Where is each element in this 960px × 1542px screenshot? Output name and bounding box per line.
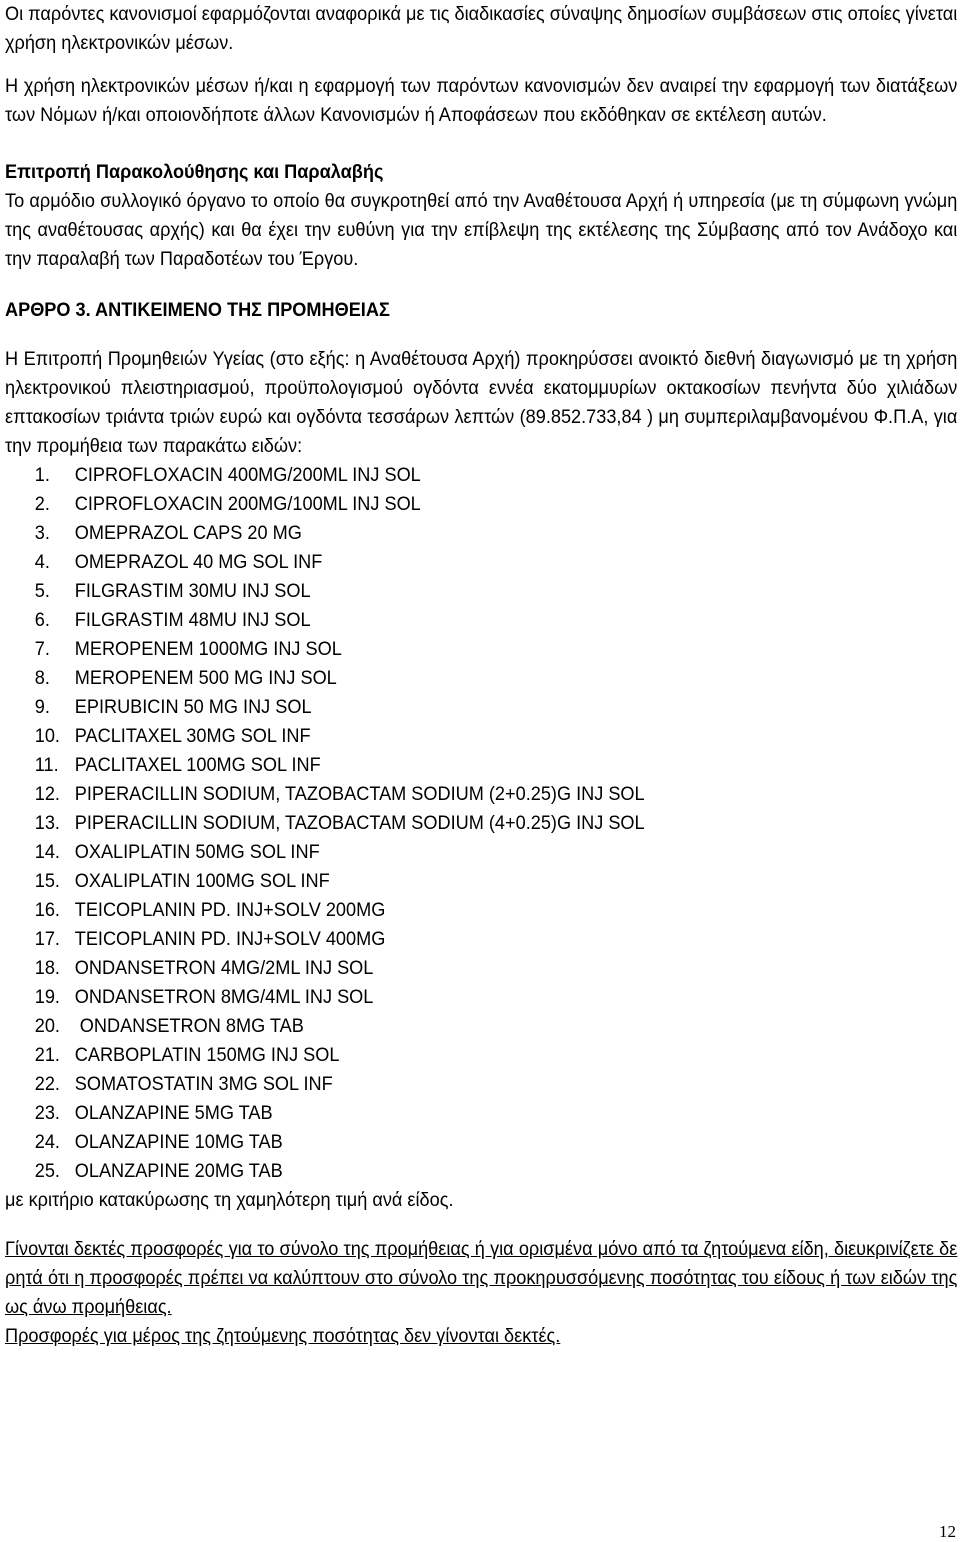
list-item-number: 25. xyxy=(34,1160,60,1182)
list-item xyxy=(5,722,890,751)
list-item-text: CARBOPLATIN 150MG INJ SOL xyxy=(74,1044,340,1066)
list-item xyxy=(5,606,890,635)
list-item xyxy=(5,896,890,925)
list-item-number: 22. xyxy=(34,1073,60,1095)
list-item-text: PACLITAXEL 30MG SOL INF xyxy=(74,725,311,747)
list-item-text: MEROPENEM 1000MG INJ SOL xyxy=(74,638,342,660)
list-item xyxy=(5,954,890,983)
paragraph-scope: Οι παρόντες κανονισμοί εφαρμόζονται αναφορικά με τις διαδικασίες σύναψης δημοσίων συμβάσεων στις οποίες γίνεται χρήση ηλεκτρονικών μέσων. xyxy=(5,3,958,54)
list-item-text: PIPERACILLIN SODIUM, TAZOBACTAM SODIUM (4+0.25)G INJ SOL xyxy=(74,812,645,834)
list-item-text: OLANZAPINE 20MG TAB xyxy=(74,1160,283,1182)
list-item-text: OMEPRAZOL 40 MG SOL INF xyxy=(74,551,323,573)
paragraph-legal-precedence: Η χρήση ηλεκτρονικών μέσων ή/και η εφαρμογή των παρόντων κανονισμών δεν αναιρεί την εφαρμογή των διατάξεων των Νόμων ή/και οποιονδήποτε άλλων Κανονισμών ή Αποφάσεων που εκδόθηκαν σε εκτέλεση αυτών. xyxy=(5,75,958,126)
list-item-number: 18. xyxy=(34,957,60,979)
list-item-number: 24. xyxy=(34,1131,60,1153)
list-item-number: 2. xyxy=(34,493,50,515)
list-item-number: 16. xyxy=(34,899,60,921)
list-item-text: FILGRASTIM 48MU INJ SOL xyxy=(74,609,311,631)
list-item-text: CIPROFLOXACIN 400MG/200ML INJ SOL xyxy=(74,464,421,486)
list-item-number: 19. xyxy=(34,986,60,1008)
list-item-number: 10. xyxy=(34,725,60,747)
list-item-number: 6. xyxy=(34,609,50,631)
list-item-text: OXALIPLATIN 100MG SOL INF xyxy=(74,870,330,892)
list-item-text: TEICOPLANIN PD. INJ+SOLV 200MG xyxy=(74,899,386,921)
document-page xyxy=(5,0,957,1351)
list-item-number: 12. xyxy=(34,783,60,805)
list-item-number: 5. xyxy=(34,580,50,602)
list-item-number: 15. xyxy=(34,870,60,892)
list-item-text: MEROPENEM 500 MG INJ SOL xyxy=(74,667,337,689)
list-item xyxy=(5,838,890,867)
list-item-text: OXALIPLATIN 50MG SOL INF xyxy=(74,841,320,863)
items-list xyxy=(5,461,957,1186)
list-item-number: 7. xyxy=(34,638,50,660)
list-item xyxy=(5,1099,890,1128)
list-item-number: 9. xyxy=(34,696,50,718)
list-item-text: ONDANSETRON 4MG/2ML INJ SOL xyxy=(74,957,374,979)
list-item-text: ONDANSETRON 8MG TAB xyxy=(74,1015,304,1037)
list-item xyxy=(5,1070,890,1099)
committee-heading: Επιτροπή Παρακολούθησης και Παραλαβής xyxy=(5,161,384,183)
list-item-number: 21. xyxy=(34,1044,60,1066)
list-item xyxy=(5,1012,890,1041)
list-item xyxy=(5,1128,890,1157)
list-item-number: 1. xyxy=(34,464,50,486)
list-item-text: TEICOPLANIN PD. INJ+SOLV 400MG xyxy=(74,928,386,950)
list-item xyxy=(5,490,890,519)
article-3-heading: ΑΡΘΡΟ 3. ΑΝΤΙΚΕΙΜΕΝΟ ΤΗΣ ΠΡΟΜΗΘΕΙΑΣ xyxy=(5,299,390,321)
list-item xyxy=(5,983,890,1012)
list-item-number: 8. xyxy=(34,667,50,689)
list-item-text: OMEPRAZOL CAPS 20 MG xyxy=(74,522,302,544)
award-criterion: με κριτήριο κατακύρωσης τη χαμηλότερη τιμή ανά είδος. xyxy=(5,1189,454,1211)
list-item-text: SOMATOSTATIN 3MG SOL INF xyxy=(74,1073,333,1095)
list-item-number: 3. xyxy=(34,522,50,544)
list-item xyxy=(5,548,890,577)
list-item-text: FILGRASTIM 30MU INJ SOL xyxy=(74,580,311,602)
list-item-text: ONDANSETRON 8MG/4ML INJ SOL xyxy=(74,986,374,1008)
list-item xyxy=(5,1041,890,1070)
list-item-number: 20. xyxy=(34,1015,60,1037)
list-item xyxy=(5,664,890,693)
list-item xyxy=(5,1157,890,1186)
partial-offers-note: Γίνονται δεκτές προσφορές για το σύνολο της προμήθειας ή για ορισμένα μόνο από τα ζητούμενα είδη, διευκρινίζετε δε ρητά ότι η προσφορές πρέπει να καλύπτουν στο σύνολο της προκηρυσσόμενης ποσότητας του είδους ή των ειδών της ως άνω προμήθειας. xyxy=(5,1238,958,1318)
list-item xyxy=(5,519,890,548)
list-item-text: EPIRUBICIN 50 MG INJ SOL xyxy=(74,696,312,718)
list-item-text: CIPROFLOXACIN 200MG/100ML INJ SOL xyxy=(74,493,421,515)
list-item-number: 14. xyxy=(34,841,60,863)
partial-quantity-note: Προσφορές για μέρος της ζητούμενης ποσότητας δεν γίνονται δεκτές. xyxy=(5,1325,561,1347)
list-item-text: PACLITAXEL 100MG SOL INF xyxy=(74,754,321,776)
list-item xyxy=(5,780,890,809)
list-item xyxy=(5,925,890,954)
list-item xyxy=(5,635,890,664)
list-item xyxy=(5,751,890,780)
list-item-number: 13. xyxy=(34,812,60,834)
page-number: 12 xyxy=(939,1522,956,1541)
list-item-text: PIPERACILLIN SODIUM, TAZOBACTAM SODIUM (2+0.25)G INJ SOL xyxy=(74,783,645,805)
list-item xyxy=(5,461,890,490)
article-3-intro: Η Επιτροπή Προμηθειών Υγείας (στο εξής: η Αναθέτουσα Αρχή) προκηρύσσει ανοικτό διεθνή διαγωνισμό με τη χρήση ηλεκτρονικού πλειστηριασμού, προϋπολογισμού ογδόντα εννέα εκατομμυρίων οκτακοσίων πενήντα δύο χιλιάδων επτακοσίων τριάντα τριών ευρώ και ογδόντα τεσσάρων λεπτών (89.852.733,84 ) μη συμπεριλαμβανομένου Φ.Π.Α, για την προμήθεια των παρακάτω ειδών: xyxy=(5,348,958,457)
list-item-text: OLANZAPINE 5MG TAB xyxy=(74,1102,273,1124)
list-item-number: 4. xyxy=(34,551,50,573)
list-item xyxy=(5,867,890,896)
list-item xyxy=(5,577,890,606)
list-item-number: 11. xyxy=(34,754,59,776)
committee-text: Το αρμόδιο συλλογικό όργανο το οποίο θα συγκροτηθεί από την Αναθέτουσα Αρχή ή υπηρεσία (με τη σύμφωνη γνώμη της αναθέτουσας αρχής) και θα έχει την ευθύνη για την επίβλεψη της εκτέλεσης της Σύμβασης από τον Ανάδοχο και την παραλαβή των Παραδοτέων του Έργου. xyxy=(5,190,958,270)
list-item xyxy=(5,693,890,722)
list-item-number: 17. xyxy=(34,928,60,950)
list-item-text: OLANZAPINE 10MG TAB xyxy=(74,1131,283,1153)
list-item-number: 23. xyxy=(34,1102,60,1124)
list-item xyxy=(5,809,890,838)
